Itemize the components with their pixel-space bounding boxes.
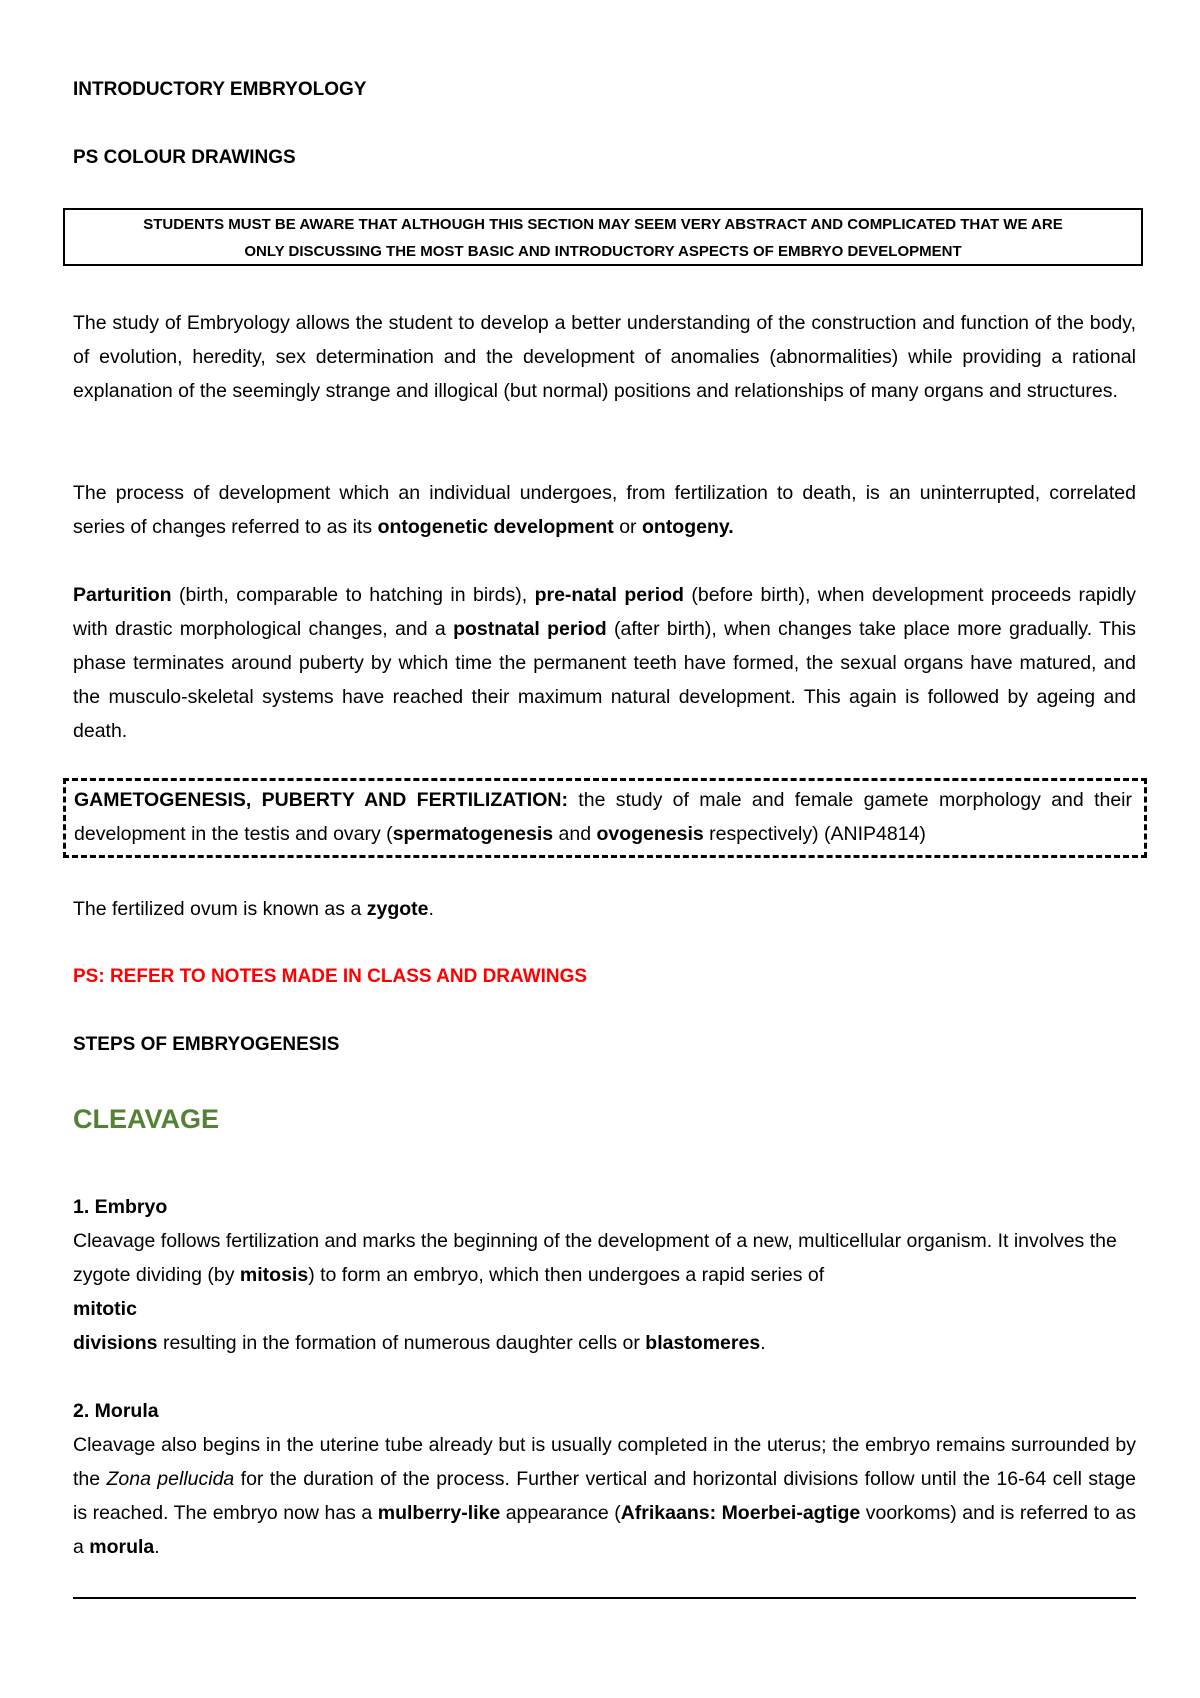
intro-paragraph: The study of Embryology allows the student to develop a better understanding of the construction and function of the body, of evolution, heredity, sex determination and the development of anomalies (abnormalities) while providing a rational explanation of the seemingly strange and illogical (but normal) positions and relationships of many organs and structures. bbox=[73, 312, 1136, 402]
steps-heading: STEPS OF EMBRYOGENESIS bbox=[73, 1034, 340, 1055]
embryo-paragraph bbox=[73, 1224, 1136, 1360]
zygote-text: The fertilized ovum is known as a bbox=[73, 898, 367, 920]
morula-text: . bbox=[154, 1536, 160, 1558]
gametogenesis-text: the study of male and female gamete morphology and their development in the testis and ovary ( bbox=[74, 789, 1132, 845]
term-ontogenetic-development: ontogenetic development bbox=[377, 516, 614, 538]
term-blastomeres: blastomeres bbox=[645, 1332, 761, 1354]
term-postnatal-period: postnatal period bbox=[453, 618, 607, 640]
term-ontogeny: ontogeny. bbox=[641, 516, 734, 538]
term-zygote: zygote bbox=[366, 898, 429, 920]
term-mitosis: mitosis bbox=[239, 1264, 309, 1286]
process-text: or bbox=[613, 516, 642, 538]
bottom-divider bbox=[73, 1597, 1136, 1599]
term-mitotic: mitotic bbox=[73, 1298, 137, 1320]
parturition-paragraph bbox=[73, 578, 1136, 748]
gametogenesis-box bbox=[63, 778, 1147, 858]
embryo-heading bbox=[73, 1190, 1136, 1224]
embryo-heading-text: 1. Embryo bbox=[73, 1196, 168, 1218]
zygote-text: . bbox=[428, 898, 434, 920]
embryo-section bbox=[73, 1190, 1136, 1360]
parturition-text: (before birth), when development proceeds rapidly with drastic morphological changes, and a bbox=[73, 584, 1136, 640]
parturition-text: (after birth), when changes take place more gradually. This phase terminates around puberty by which time the permanent teeth have formed, the sexual organs have matured, and the musculo-skeletal systems have reached their maximum natural development. This again is followed by ageing and death. bbox=[73, 618, 1136, 742]
term-pre-natal-period: pre-natal period bbox=[534, 584, 684, 606]
term-parturition: Parturition bbox=[73, 584, 172, 606]
embryo-text: Cleavage follows fertilization and marks the beginning of the development of a new, multicellular organism. It involves the zygote dividing (by bbox=[73, 1230, 1117, 1286]
embryo-text: ) to form an embryo, which then undergoes a rapid series of bbox=[308, 1264, 825, 1286]
term-zona-pellucida: Zona pellucida bbox=[106, 1468, 235, 1490]
term-morula: morula bbox=[89, 1536, 155, 1558]
term-afrikaans: Afrikaans: Moerbei-agtige bbox=[620, 1502, 861, 1524]
term-spermatogenesis: spermatogenesis bbox=[392, 823, 554, 845]
morula-section bbox=[73, 1394, 1136, 1564]
gametogenesis-text: and bbox=[553, 823, 597, 845]
notice-box bbox=[63, 208, 1143, 266]
notice-line-2: ONLY DISCUSSING THE MOST BASIC AND INTRODUCTORY ASPECTS OF EMBRYO DEVELOPMENT bbox=[244, 243, 962, 260]
term-ovogenesis: ovogenesis bbox=[596, 823, 704, 845]
morula-text: Cleavage also begins in the uterine tube already but is usually completed in the uterus; the embryo remains surrounded by the bbox=[73, 1434, 1136, 1490]
term-gametogenesis: GAMETOGENESIS, PUBERTY AND FERTILIZATION: bbox=[74, 789, 568, 811]
ps-note: PS: REFER TO NOTES MADE IN CLASS AND DRAWINGS bbox=[73, 966, 588, 987]
morula-heading bbox=[73, 1394, 1136, 1428]
morula-text: for the duration of the process. Further vertical and horizontal divisions follow until the 16-64 cell stage is reached. The embryo now has a bbox=[73, 1468, 1136, 1524]
page-subtitle: PS COLOUR DRAWINGS bbox=[73, 147, 296, 168]
morula-text: voorkoms) and is referred to as a bbox=[73, 1502, 1136, 1558]
morula-heading-text: 2. Morula bbox=[73, 1400, 159, 1422]
term-mulberry-like: mulberry-like bbox=[377, 1502, 501, 1524]
gametogenesis-text: respectively) (ANIP4814) bbox=[703, 823, 926, 845]
morula-text: appearance ( bbox=[500, 1502, 621, 1524]
gametogenesis-paragraph bbox=[74, 783, 1132, 851]
embryo-text: . bbox=[760, 1332, 766, 1354]
embryo-text: resulting in the formation of numerous daughter cells or bbox=[157, 1332, 646, 1354]
parturition-text: (birth, comparable to hatching in birds), bbox=[171, 584, 535, 606]
page-title: INTRODUCTORY EMBRYOLOGY bbox=[73, 79, 367, 100]
process-text: The process of development which an individual undergoes, from fertilization to death, is an uninterrupted, correlated series of changes referred to as its bbox=[73, 482, 1136, 538]
term-divisions: divisions bbox=[73, 1332, 158, 1354]
notice-line-1: STUDENTS MUST BE AWARE THAT ALTHOUGH THIS SECTION MAY SEEM VERY ABSTRACT AND COMPLICATED THAT WE ARE bbox=[143, 216, 1063, 233]
zygote-paragraph bbox=[73, 892, 1136, 926]
morula-paragraph bbox=[73, 1428, 1136, 1564]
cleavage-heading: CLEAVAGE bbox=[73, 1104, 220, 1134]
process-paragraph bbox=[73, 476, 1136, 544]
